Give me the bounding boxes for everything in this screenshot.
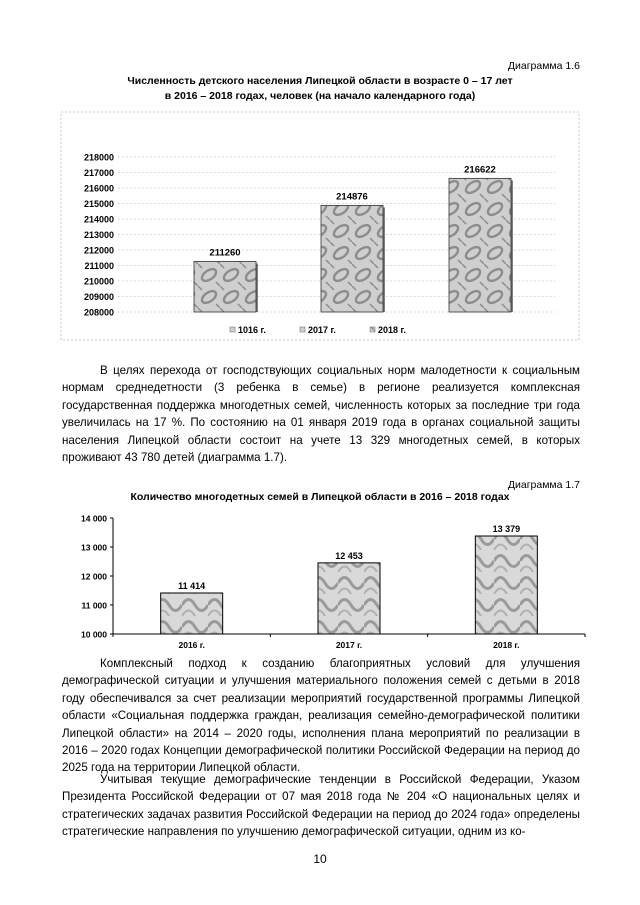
chart-1-value-label: 211260 [209,247,241,259]
chart-2-value-label: 11 414 [178,580,206,591]
chart-1-value-label: 214876 [336,191,368,203]
diagram-1-7-title: Количество многодетных семей в Липецкой области в 2016 – 2018 годах [130,491,510,503]
chart-2-bar [161,593,223,634]
chart-1-value-label: 216622 [464,164,496,176]
chart-2-category-label: 2017 г. [335,640,363,650]
chart-1-y-tick-label: 213000 [83,230,114,240]
chart-2-y-tick-label: 13 000 [81,542,107,553]
chart-1-y-tick-label: 212000 [83,245,114,256]
diagram-1-6-title-line-2: в 2016 – 2018 годах, человек (на начало календарного года) [164,90,476,102]
chart-1-y-tick-label: 211000 [84,261,114,271]
chart-2-y-tick-label: 11 000 [81,600,107,611]
chart-2-category-label: 2018 г. [493,640,520,650]
chart-1-y-tick-label: 209000 [83,292,114,302]
chart-2-value-label: 13 379 [492,524,521,535]
chart-2-value-label: 12 453 [335,550,363,561]
chart-1-legend-item: 2018 г. [378,325,406,335]
chart-2-y-tick-label: 12 000 [81,571,107,582]
paragraph-2-text: Комплексный подход к созданию благоприятных условий для улучшения демографической ситуации и улучшения материального положения семей с детьми в 2018 году обеспечивался за счет реализации мероприятий государственной программы Липецкой области «Социальная поддержка граждан, реализация семейно-демографической политики Липецкой области» на 2014 – 2020 годы, исполнения плана мероприятий по реализации в 2016 – 2020 годах Концепции демографической политики Российской Федерации на период до 2025 года на территории Липецкой области. [62,657,580,775]
paragraph-1-text: В целях перехода от господствующих социальных норм малодетности к социальным нормам среднедетности (3 ребенка в семье) в регионе реализуется комплексная государственная поддержка многодетных семей, численность которых за последние три года увеличилась на 17 %. По состоянию на 01 января 2019 года в органах социальной защиты населения Липецкой области состоит на учете 13 329 многодетных семей, в которых проживают 43 780 детей (диаграмма 1.7). [62,364,580,465]
chart-1-y-tick-label: 216000 [83,183,114,194]
chart-1-y-tick-label: 217000 [83,168,114,178]
diagram-1-6-label: Диаграмма 1.6 [507,60,580,72]
chart-2-bar [475,536,537,634]
page-number: 10 [313,852,327,866]
paragraph-2 [62,655,580,777]
paragraph-3 [62,771,580,841]
chart-1-legend-item: 2017 г. [308,325,336,335]
chart-2-y-tick-label: 10 000 [81,629,107,640]
chart-1-y-tick-label: 218000 [83,152,114,163]
paragraph-3-text: Учитывая текущие демографические тенденции в Российской Федерации, Указом Президента Российской Федерации от 07 мая 2018 года № 204 «О национальных целях и стратегических задачах развития Российской Федерации на период до 2024 года» определены стратегические направления по улучшению демографической ситуации, одним из ко- [62,773,580,839]
chart-1-y-tick-label: 214000 [83,214,114,225]
diagram-1-7-label: Диаграмма 1.7 [507,479,580,491]
chart-2-bar [318,563,380,634]
chart-2-y-tick-label: 14 000 [81,513,107,524]
chart-1-legend-item: 1016 г. [238,325,266,335]
chart-1-y-tick-label: 208000 [83,307,114,318]
chart-1-y-tick-label: 210000 [83,276,114,287]
chart-1-y-tick-label: 215000 [83,199,114,209]
diagram-1-6-title-line-1: Численность детского населения Липецкой области в возрасте 0 – 17 лет [127,75,513,87]
chart-2-category-label: 2016 г. [178,640,205,650]
